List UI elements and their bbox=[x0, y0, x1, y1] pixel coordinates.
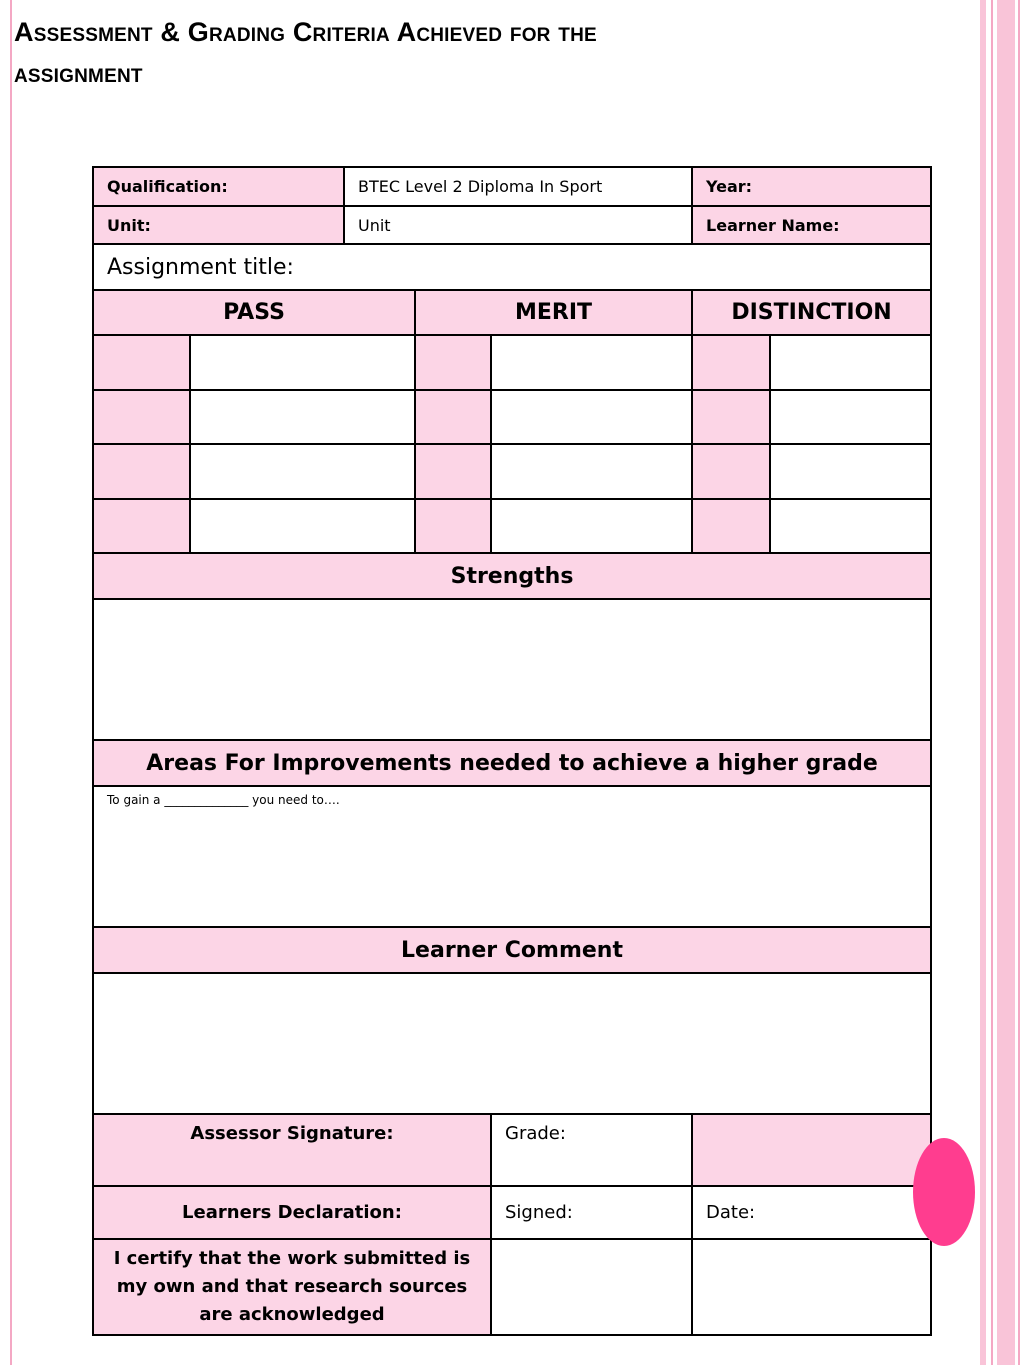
criteria-row bbox=[93, 390, 931, 444]
merit-header: MERIT bbox=[415, 290, 692, 335]
assessor-signature-label: Assessor Signature: bbox=[93, 1114, 491, 1186]
grade-field[interactable]: Grade: bbox=[491, 1114, 692, 1186]
learner-comment-header: Learner Comment bbox=[93, 927, 931, 973]
left-border-line bbox=[10, 0, 12, 1365]
merit-criterion-field[interactable] bbox=[491, 390, 692, 444]
assessment-form bbox=[92, 166, 932, 1336]
merit-criterion-code[interactable] bbox=[415, 390, 491, 444]
distinction-criterion-code[interactable] bbox=[692, 444, 770, 499]
year-field[interactable]: Year: bbox=[692, 167, 931, 206]
qualification-label: Qualification: bbox=[93, 167, 344, 206]
signature-date-field[interactable] bbox=[692, 1239, 931, 1335]
pass-criterion-code[interactable] bbox=[93, 499, 190, 553]
distinction-criterion-field[interactable] bbox=[770, 499, 931, 553]
right-border-bar bbox=[980, 0, 986, 1365]
merit-criterion-code[interactable] bbox=[415, 499, 491, 553]
right-border-line bbox=[991, 0, 993, 1365]
right-border-bar-wide bbox=[997, 0, 1015, 1365]
improvements-header: Areas For Improvements needed to achieve a higher grade bbox=[93, 740, 931, 786]
grade-value-field[interactable] bbox=[692, 1114, 931, 1186]
learner-comment-field[interactable] bbox=[93, 973, 931, 1114]
merit-criterion-field[interactable] bbox=[491, 335, 692, 390]
merit-criterion-field[interactable] bbox=[491, 444, 692, 499]
right-border-line-outer bbox=[1018, 0, 1020, 1365]
unit-label: Unit: bbox=[93, 206, 344, 244]
pass-criterion-field[interactable] bbox=[190, 499, 415, 553]
distinction-criterion-field[interactable] bbox=[770, 390, 931, 444]
distinction-criterion-code[interactable] bbox=[692, 335, 770, 390]
pass-criterion-code[interactable] bbox=[93, 444, 190, 499]
certification-statement: I certify that the work submitted is my own and that research sources are acknowledged bbox=[93, 1239, 491, 1335]
pass-header: PASS bbox=[93, 290, 415, 335]
signed-field[interactable]: Signed: bbox=[491, 1186, 692, 1239]
pass-criterion-code[interactable] bbox=[93, 390, 190, 444]
criteria-row bbox=[93, 335, 931, 390]
strengths-header: Strengths bbox=[93, 553, 931, 599]
date-field[interactable]: Date: bbox=[692, 1186, 931, 1239]
criteria-row bbox=[93, 499, 931, 553]
decorative-circle bbox=[913, 1138, 975, 1246]
distinction-criterion-field[interactable] bbox=[770, 335, 931, 390]
pass-criterion-field[interactable] bbox=[190, 444, 415, 499]
merit-criterion-field[interactable] bbox=[491, 499, 692, 553]
unit-field[interactable]: Unit bbox=[344, 206, 692, 244]
pass-criterion-field[interactable] bbox=[190, 390, 415, 444]
pass-criterion-field[interactable] bbox=[190, 335, 415, 390]
learner-name-field[interactable]: Learner Name: bbox=[692, 206, 931, 244]
assignment-title-field[interactable]: Assignment title: bbox=[93, 244, 931, 290]
learners-declaration-label: Learners Declaration: bbox=[93, 1186, 491, 1239]
criteria-row bbox=[93, 444, 931, 499]
improvements-field[interactable]: To gain a ______________ you need to…. bbox=[93, 786, 931, 927]
merit-criterion-code[interactable] bbox=[415, 335, 491, 390]
signature-field[interactable] bbox=[491, 1239, 692, 1335]
distinction-criterion-code[interactable] bbox=[692, 499, 770, 553]
strengths-field[interactable] bbox=[93, 599, 931, 740]
pass-criterion-code[interactable] bbox=[93, 335, 190, 390]
distinction-header: DISTINCTION bbox=[692, 290, 931, 335]
distinction-criterion-field[interactable] bbox=[770, 444, 931, 499]
distinction-criterion-code[interactable] bbox=[692, 390, 770, 444]
merit-criterion-code[interactable] bbox=[415, 444, 491, 499]
page-title: Assessment & Grading Criteria Achieved for the assignment bbox=[14, 17, 597, 88]
qualification-field[interactable]: BTEC Level 2 Diploma In Sport bbox=[344, 167, 692, 206]
